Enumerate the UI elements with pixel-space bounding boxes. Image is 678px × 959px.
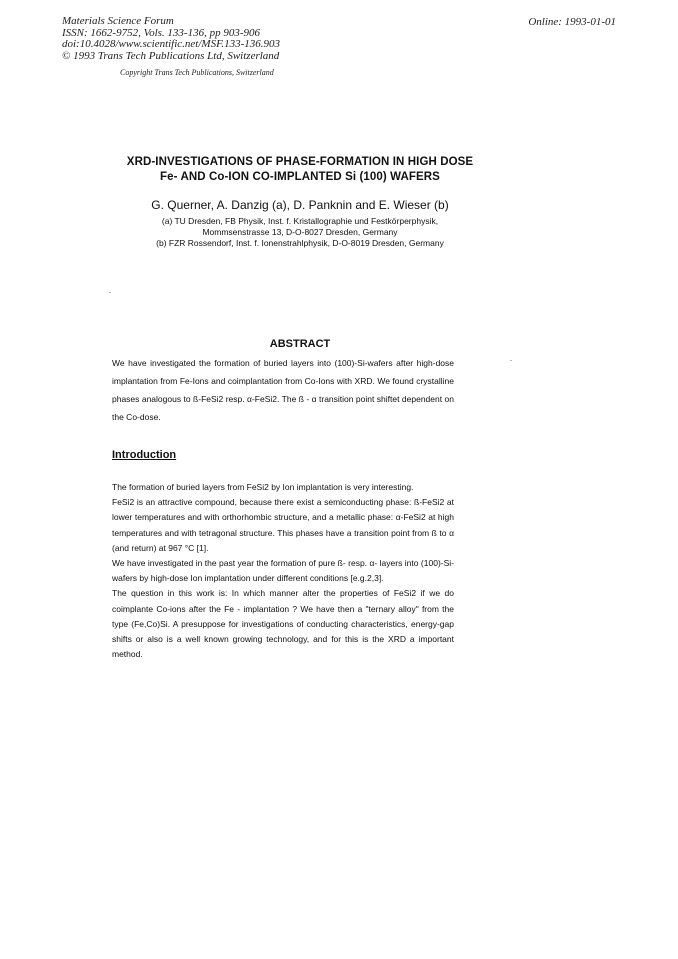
intro-paragraph: FeSi2 is an attractive compound, because there exist a semiconducting phase: ß-FeSi2 at lower temperatures and with orthorhombic structure, and a metallic phase: α-FeSi2 at high temperatures and with tetragonal structure. This phases have a transition point from ß to α (and return) at 967 °C [1].: [112, 497, 454, 553]
scan-speck: [109, 292, 111, 293]
affiliations: [60, 216, 540, 249]
introduction-body: [112, 480, 454, 662]
intro-paragraph: We have investigated in the past year the formation of pure ß- resp. α- layers into (100)-Si-wafers by high-dose Ion implantation under different conditions [e.g.2,3].: [112, 558, 454, 584]
meta-line-journal: Materials Science Forum: [62, 15, 174, 27]
publication-meta: [62, 16, 280, 62]
scan-speck: [510, 360, 512, 361]
copyright-stamp: Copyright Trans Tech Publications, Switzerland: [120, 68, 274, 77]
introduction-heading: Introduction: [112, 449, 177, 461]
paper-title: [60, 155, 540, 185]
meta-line-doi: doi:10.4028/www.scientific.net/MSF.133-136.903: [62, 38, 281, 50]
title-line-2: Fe- AND Co-ION CO-IMPLANTED Si (100) WAFERS: [160, 171, 440, 183]
intro-paragraph: The question in this work is: In which manner alter the properties of FeSi2 if we do coimplante Co-ions after the Fe - implantation ? We have then a "ternary alloy" from the type (Fe,Co)Si. A presuppose for investigations of conducting characteristics, energy-gap shifts or also is a well known growing technology, and for this is the XRD a important method.: [112, 588, 454, 660]
affiliation-line: Mommsenstrasse 13, D-O-8027 Dresden, Germany: [202, 227, 398, 237]
affiliation-line: (a) TU Dresden, FB Physik, Inst. f. Kristallographie und Festkörperphysik,: [161, 216, 439, 226]
abstract-text: We have investigated the formation of buried layers into (100)-Si-wafers after high-dose implantation from Fe-Ions and coimplantation from Co-Ions with XRD. We found crystalline phases analogous to ß-FeSi2 resp. α-FeSi2. The ß - α transition point shiftet dependent on the Co-dose.: [112, 358, 454, 422]
meta-line-issn: ISSN: 1662-9752, Vols. 133-136, pp 903-906: [62, 26, 260, 39]
affiliation-line: (b) FZR Rossendorf, Inst. f. Ionenstrahlphysik, D-O-8019 Dresden, Germany: [156, 238, 444, 248]
intro-paragraph: The formation of buried layers from FeSi2 by Ion implantation is very interesting.: [112, 482, 414, 492]
meta-line-copyright: © 1993 Trans Tech Publications Ltd, Switzerland: [62, 49, 280, 62]
authors: G. Querner, A. Danzig (a), D. Panknin and E. Wieser (b): [151, 198, 449, 212]
title-line-1: XRD-INVESTIGATIONS OF PHASE-FORMATION IN HIGH DOSE: [126, 156, 474, 168]
online-date: Online: 1993-01-01: [528, 16, 616, 28]
abstract-heading: ABSTRACT: [269, 338, 331, 350]
